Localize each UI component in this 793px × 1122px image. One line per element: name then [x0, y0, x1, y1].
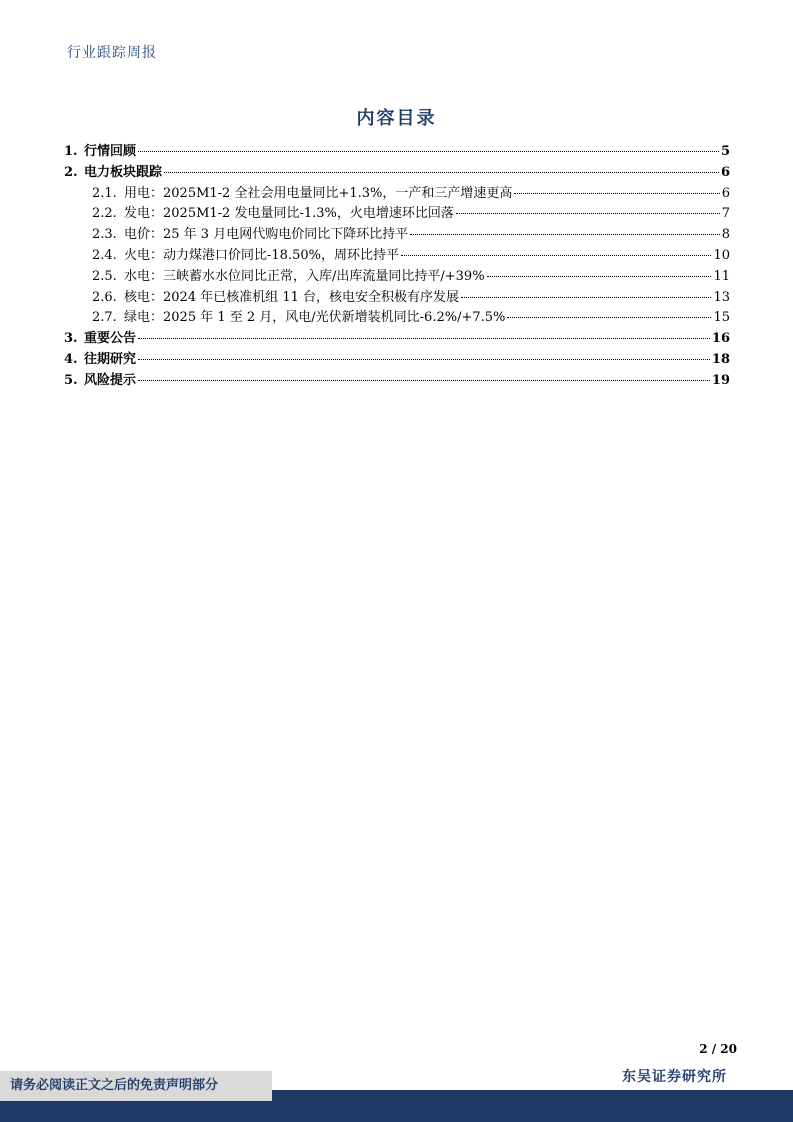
toc-entry-1[interactable]: [64, 140, 730, 161]
toc-entry-page: 16: [711, 331, 730, 347]
toc-dot-leader: [487, 275, 712, 277]
toc-dot-leader: [401, 254, 711, 256]
toc-entry-2-1[interactable]: [64, 182, 730, 203]
toc-entry-text: 重要公告: [84, 331, 137, 347]
toc-dot-leader: [138, 150, 719, 152]
toc-dot-leader: [138, 337, 710, 339]
toc-entry-5[interactable]: [64, 369, 730, 390]
header-title: 行业跟踪周报: [67, 45, 157, 61]
toc-entry-number: 1.: [64, 144, 78, 159]
toc-entry-page: 15: [713, 310, 730, 326]
toc-entry-text: 风险提示: [84, 372, 137, 388]
table-of-contents: [64, 140, 730, 390]
toc-entry-2-3[interactable]: [64, 223, 730, 244]
toc-entry-page: 19: [711, 372, 730, 388]
toc-entry-text: 发电：2025M1-2 发电量同比-1.3%，火电增速环比回落: [124, 206, 454, 222]
toc-dot-leader: [138, 358, 710, 360]
toc-dot-leader: [164, 171, 719, 173]
toc-entry-number: 3.: [64, 331, 78, 347]
toc-entry-page: 11: [713, 268, 730, 284]
toc-entry-text: 用电：2025M1-2 全社会用电量同比+1.3%，一产和三产增速更高: [124, 185, 513, 201]
toc-entry-page: 10: [713, 247, 730, 263]
toc-entry-page: 18: [711, 351, 730, 367]
toc-dot-leader: [514, 192, 719, 194]
toc-dot-leader: [138, 379, 710, 381]
toc-dot-leader: [456, 212, 720, 214]
toc-entry-number: 2.6.: [92, 289, 117, 305]
toc-entry-number: 2.7.: [92, 310, 117, 326]
toc-entry-number: 2.5.: [92, 268, 117, 284]
toc-entry-text: 电力板块跟踪: [84, 164, 163, 180]
toc-entry-text: 水电：三峡蓄水水位同比正常，入库/出库流量同比持平/+39%: [124, 268, 485, 284]
toc-entry-3[interactable]: [64, 327, 730, 348]
toc-dot-leader: [410, 233, 720, 235]
toc-entry-2-6[interactable]: [64, 286, 730, 307]
toc-entry-page: 6: [720, 164, 730, 180]
toc-entry-number: 5.: [64, 372, 78, 388]
toc-entry-text: 电价：25 年 3 月电网代购电价同比下降环比持平: [124, 227, 409, 243]
footer-disclaimer: 请务必阅读正文之后的免责声明部分: [0, 1071, 272, 1101]
toc-entry-page: 6: [721, 185, 730, 201]
toc-entry-2-2[interactable]: [64, 202, 730, 223]
toc-entry-page: 5: [720, 144, 730, 159]
toc-entry-2[interactable]: [64, 161, 730, 182]
toc-entry-text: 火电：动力煤港口价同比-18.50%，周环比持平: [124, 247, 399, 263]
toc-entry-text: 行情回顾: [84, 144, 137, 159]
toc-entry-2-5[interactable]: [64, 265, 730, 286]
toc-entry-text: 绿电：2025 年 1 至 2 月，风电/光伏新增装机同比-6.2%/+7.5%: [124, 310, 506, 326]
toc-entry-2-7[interactable]: [64, 306, 730, 327]
toc-entry-text: 核电：2024 年已核准机组 11 台，核电安全积极有序发展: [124, 289, 460, 305]
toc-entry-number: 2.: [64, 164, 78, 180]
footer-organization: 东吴证券研究所: [622, 1069, 727, 1085]
toc-entry-number: 2.4.: [92, 247, 117, 263]
toc-entry-text: 往期研究: [84, 351, 137, 367]
toc-entry-number: 2.3.: [92, 227, 117, 243]
toc-entry-page: 13: [713, 289, 730, 305]
toc-dot-leader: [461, 296, 711, 298]
toc-entry-number: 4.: [64, 351, 78, 367]
toc-entry-2-4[interactable]: [64, 244, 730, 265]
toc-title: 内容目录: [356, 108, 437, 129]
toc-entry-number: 2.1.: [92, 185, 117, 201]
toc-dot-leader: [507, 316, 711, 318]
toc-entry-number: 2.2.: [92, 206, 117, 222]
toc-entry-page: 8: [721, 227, 730, 243]
page-number: 2 / 20: [699, 1042, 737, 1056]
toc-entry-page: 7: [721, 206, 730, 222]
toc-entry-4[interactable]: [64, 348, 730, 369]
